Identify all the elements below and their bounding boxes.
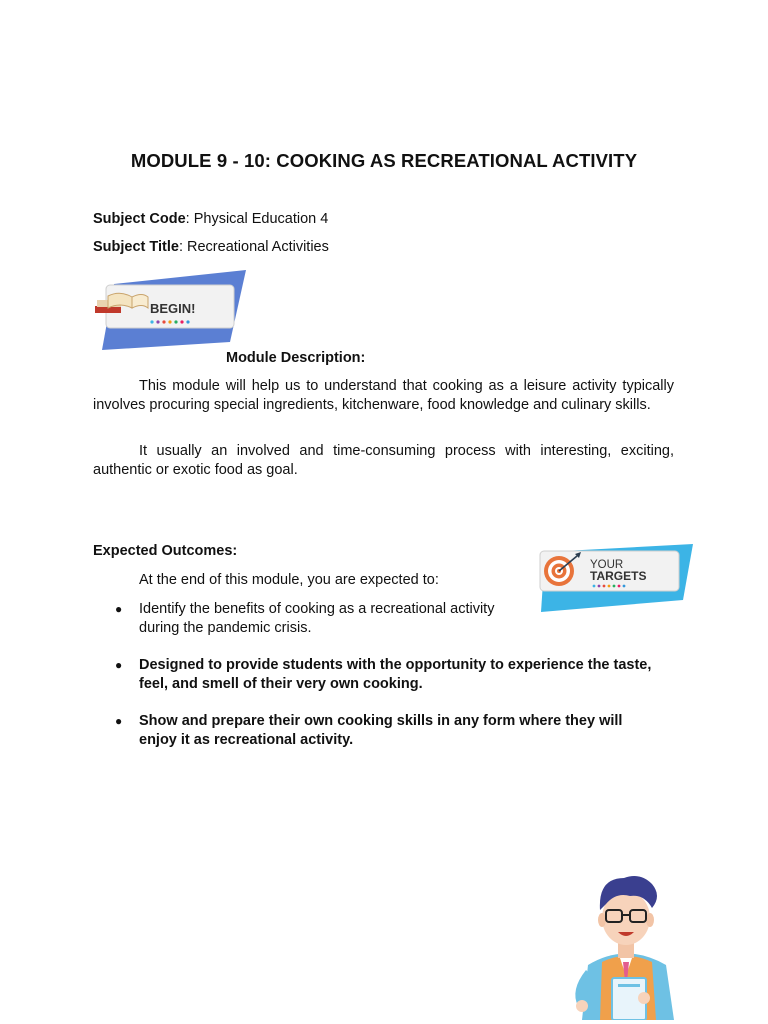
bullet-icon: ● xyxy=(115,714,123,728)
begin-badge-text: BEGIN! xyxy=(150,301,196,316)
module-description-paragraph-1: This module will help us to understand that cooking as a leisure activity typically involves procuring special ingredients, kitchenware, food knowledge and culinary skills. xyxy=(93,378,674,413)
page-title: MODULE 9 - 10: COOKING AS RECREATIONAL ACTIVITY xyxy=(130,150,638,171)
subject-title-label: Subject Title xyxy=(93,239,179,255)
subject-code-value: : Physical Education 4 xyxy=(185,211,329,227)
outcome-item-1 xyxy=(93,600,519,637)
subject-title xyxy=(93,239,329,255)
bullet-icon: ● xyxy=(115,658,123,672)
subject-title-value: : Recreational Activities xyxy=(178,239,329,255)
module-description-heading: Module Description: xyxy=(226,350,366,366)
outcome-text: Designed to provide students with the opportunity to experience the taste, feel, and smell of their very own cooking. xyxy=(139,657,652,692)
outcome-item-2 xyxy=(93,656,663,693)
module-description-paragraph-2: It usually an involved and time-consuming process with interesting, exciting, authentic or exotic food as goal. xyxy=(93,443,674,478)
outcome-item-3 xyxy=(93,712,663,749)
outcomes-list xyxy=(93,600,663,749)
subject-code-label: Subject Code xyxy=(93,211,186,227)
targets-badge-line1: YOUR xyxy=(590,559,624,571)
teacher-illustration xyxy=(560,870,695,1020)
expected-outcomes-intro: At the end of this module, you are expected to: xyxy=(139,572,439,588)
expected-outcomes-heading: Expected Outcomes: xyxy=(93,543,238,559)
outcome-text: Show and prepare their own cooking skills in any form where they will enjoy it as recreational activity. xyxy=(139,713,623,748)
begin-badge xyxy=(92,270,252,354)
targets-badge-line2: TARGETS xyxy=(590,569,647,583)
bullet-icon: ● xyxy=(115,602,123,616)
subject-code xyxy=(93,211,328,227)
outcome-text: Identify the benefits of cooking as a recreational activity during the pandemic crisis. xyxy=(139,601,495,636)
